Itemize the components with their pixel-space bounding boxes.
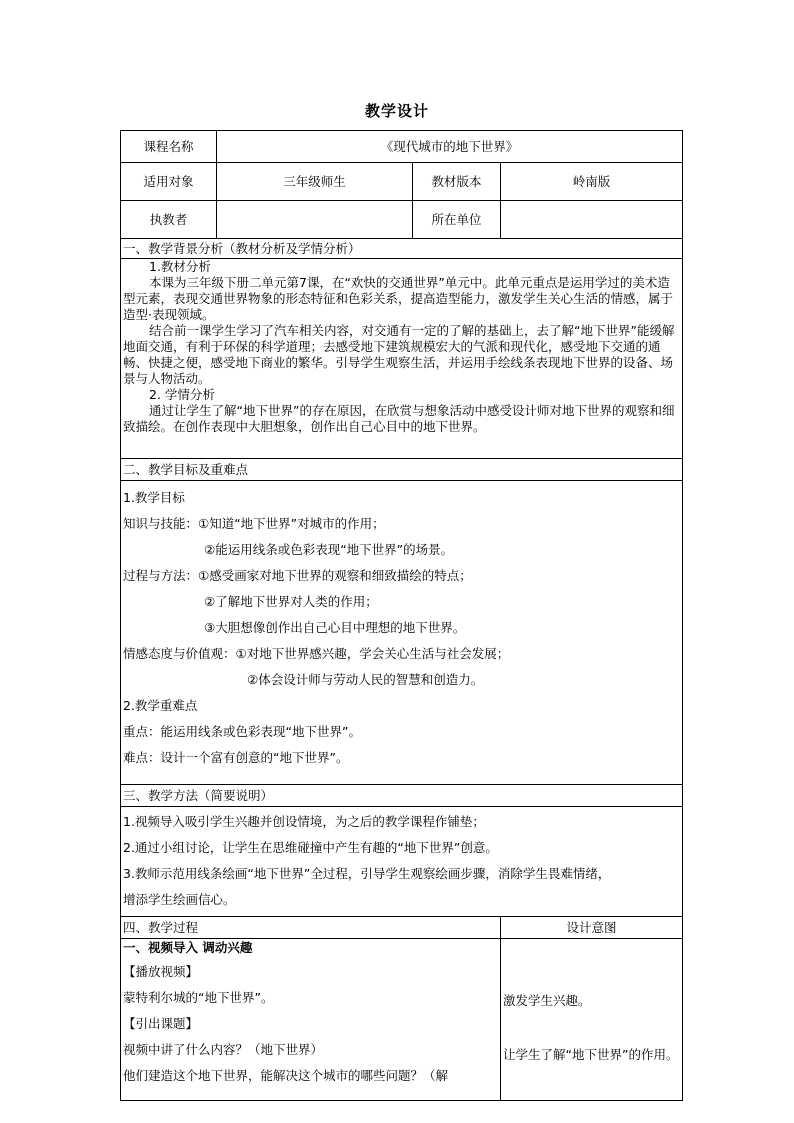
method-3b: 增添学生绘画信心。 <box>123 892 236 907</box>
intent-1: 激发学生兴趣。 <box>503 993 591 1008</box>
row-audience <box>121 163 683 201</box>
edition-value: 岭南版 <box>501 163 683 201</box>
teacher-value <box>217 201 413 239</box>
section-2-heading: 二、教学目标及重难点 <box>121 459 683 481</box>
intent-2: 让学生了解“地下世界”的作用。 <box>503 1047 679 1062</box>
sec1-para2: 结合前一课学生学习了汽车相关内容，对交通有一定的了解的基础上，去了解“地下世界”能缓解地面交通，有利于环保的科学道理；去感受地下建筑规模宏大的气派和现代化，感受地下交通的通畅、快捷之便，感受地下商业的繁华。引导学生观察生活，并运用手绘线条表现地下世界的设备、场景与人物活动。 <box>123 323 675 386</box>
step-1-title: 一、视频导入 调动兴趣 <box>123 940 253 955</box>
sec1-para1: 本课为三年级下册二单元第7课，在“欢快的交通世界”单元中。此单元重点是运用学过的美术造型元素，表现交通世界物象的形态特征和色彩关系，提高造型能力，激发学生关心生活的情感，属于造型·表现领域。 <box>123 275 674 322</box>
row-teacher <box>121 201 683 239</box>
method-2: 2.通过小组讨论，让学生在思维碰撞中产生有趣的“地下世界”创意。 <box>123 840 498 855</box>
row-sec4-body <box>121 939 683 1101</box>
audience-label: 适用对象 <box>121 163 217 201</box>
section-1-heading: 一、教学背景分析（教材分析及学情分析） <box>121 239 683 259</box>
difficult-point: 难点：设计一个富有创意的“地下世界”。 <box>123 750 349 765</box>
section-4-heading: 四、教学过程 <box>121 917 501 939</box>
row-sec2-body <box>121 481 683 785</box>
row-sec1-body <box>121 259 683 459</box>
tech-goal-2: ②能运用线条或色彩表现“地下世界”的场景。 <box>204 542 454 557</box>
section-2-body <box>121 481 683 785</box>
sec1-para3: 通过让学生了解“地下世界”的存在原因，在欣赏与想象活动中感受设计师对地下世界的观察和细致描绘。在创作表现中大胆想象，创作出自己心目中的地下世界。 <box>123 403 675 434</box>
tech-goal-1: 知识与技能：①知道“地下世界”对城市的作用； <box>123 516 385 531</box>
sec1-sub1: 1.教材分析 <box>149 259 211 274</box>
audience-value: 三年级师生 <box>217 163 413 201</box>
key-points-title: 2.教学重难点 <box>123 698 198 713</box>
row-sec2-heading <box>121 459 683 481</box>
process-goal-2: ②了解地下世界对人类的作用； <box>204 594 378 609</box>
row-sec1-heading <box>121 239 683 259</box>
process-goal-1: 过程与方法：①感受画家对地下世界的观察和细致描绘的特点； <box>123 568 472 583</box>
process-column <box>121 939 501 1101</box>
course-value: 《现代城市的地下世界》 <box>217 131 683 163</box>
tag-topic: 【引出课题】 <box>123 1016 199 1031</box>
method-1: 1.视频导入吸引学生兴趣并创设情境，为之后的教学课程作铺垫； <box>123 814 485 829</box>
method-3a: 3.教师示范用线条绘画“地下世界”全过程，引导学生观察绘画步骤，消除学生畏难情绪， <box>123 866 611 881</box>
document-title: 教学设计 <box>364 102 429 120</box>
row-sec3-body <box>121 807 683 917</box>
row-sec4-heading <box>121 917 683 939</box>
section-3-heading: 三、教学方法（简要说明） <box>121 785 683 807</box>
intent-column <box>501 939 683 1101</box>
design-intent-heading: 设计意图 <box>501 917 683 939</box>
course-label: 课程名称 <box>121 131 217 163</box>
unit-label: 所在单位 <box>413 201 501 239</box>
edition-label: 教材版本 <box>413 163 501 201</box>
question-2: 他们建造这个地下世界，能解决这个城市的哪些问题？（解 <box>123 1068 449 1083</box>
unit-value <box>501 201 683 239</box>
tag-play-video: 【播放视频】 <box>123 964 199 979</box>
play-video-text: 蒙特利尔城的“地下世界”。 <box>123 990 274 1005</box>
emotion-goal-2: ②体会设计师与劳动人民的智慧和创造力。 <box>247 672 484 687</box>
row-course <box>121 131 683 163</box>
key-point: 重点：能运用线条或色彩表现“地下世界”。 <box>123 724 361 739</box>
process-goal-3: ③大胆想像创作出自己心目中理想的地下世界。 <box>204 620 466 635</box>
teacher-label: 执教者 <box>121 201 217 239</box>
section-1-body <box>121 259 683 459</box>
row-sec3-heading <box>121 785 683 807</box>
lesson-plan-table <box>120 130 683 1101</box>
question-1: 视频中讲了什么内容？（地下世界） <box>123 1042 324 1057</box>
section-3-body <box>121 807 683 917</box>
sec1-sub2: 2. 学情分析 <box>149 387 215 402</box>
goal-title: 1.教学目标 <box>123 490 185 505</box>
emotion-goal-1: 情感态度与价值观：①对地下世界感兴趣，学会关心生活与社会发展； <box>123 646 510 661</box>
